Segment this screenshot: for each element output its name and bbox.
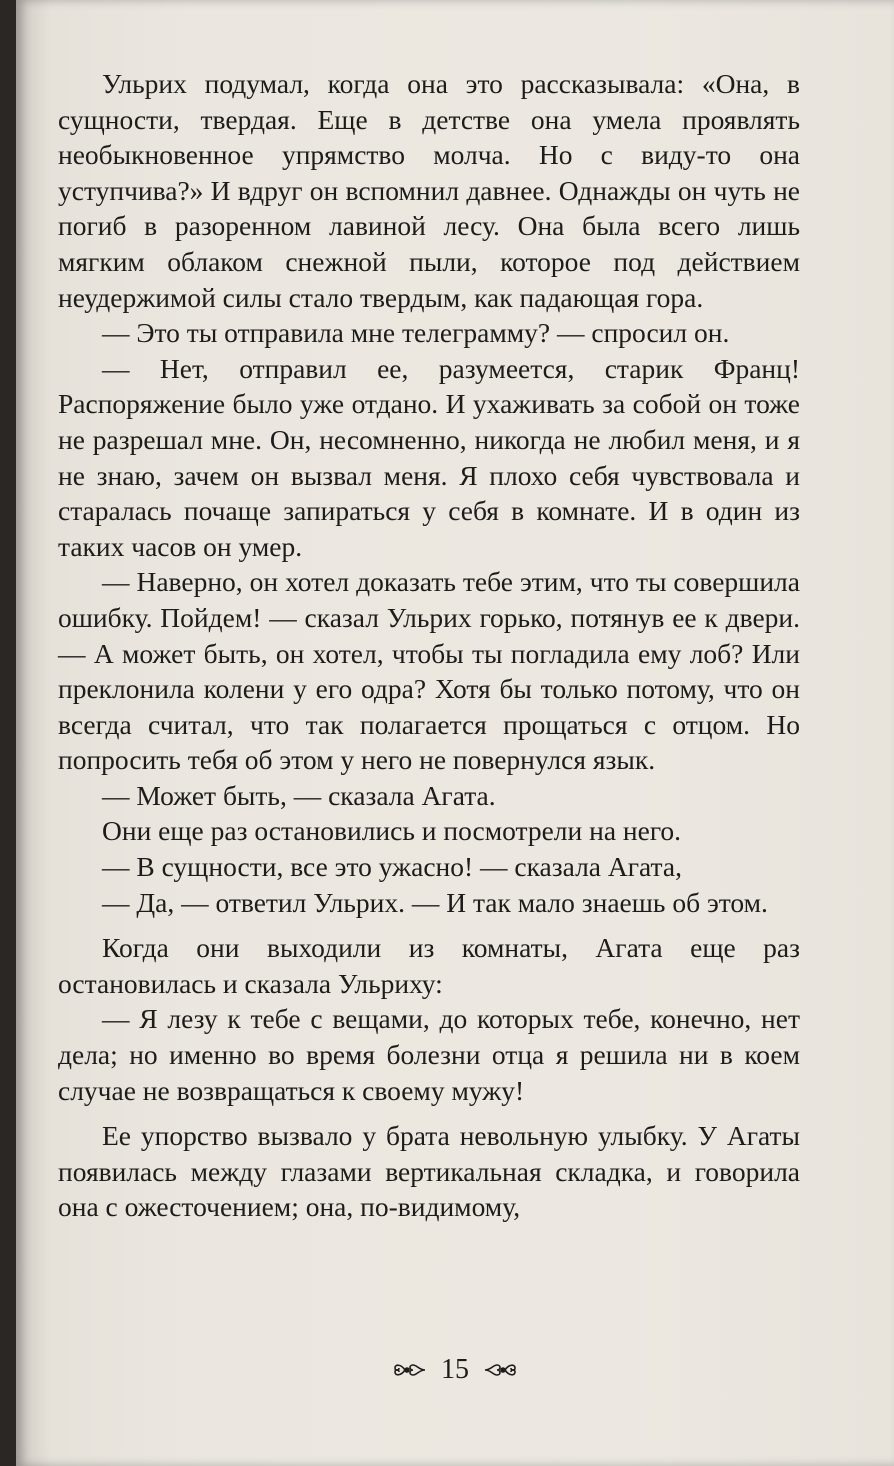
page-text [58, 66, 800, 1225]
paragraph-4: — Наверно, он хотел доказать тебе этим, что ты совершила ошибку. Пойдем! — сказал Ульрих горько, потянув ее к двери. — А может быть, он хотел, чтобы ты погладила ему лоб? Или преклонила колени у его одра? Хотя бы только потому, что он всегда считал, что так полагается прощаться с отцом. Но попросить тебя об этом у него не повернулся язык. [58, 566, 800, 776]
paragraph-10: — Я лезу к тебе с вещами, до которых тебе, конечно, нет дела; но именно во время болезни отца я решила ни в коем случае не возвращаться к своему мужу! [58, 1003, 800, 1106]
paragraph-8: — Да, — ответил Ульрих. — И так мало знаешь об этом. [102, 886, 768, 918]
page-number: 15 [441, 1354, 469, 1385]
left-ornament-icon [391, 1359, 427, 1381]
paragraph-3: — Нет, отправил ее, разумеется, старик Франц! Распоряжение было уже отдано. И ухаживать за собой он тоже не разрешал мне. Он, несомненно, никогда не любил меня, и я не знаю, зачем он вызвал меня. Я плохо себя чувствовала и старалась почаще запираться у себя в комнате. И в один из таких часов он умер. [58, 352, 800, 562]
paragraph-5: — Может быть, — сказала Агата. [102, 779, 496, 811]
paragraph-6: Они еще раз остановились и посмотрели на него. [102, 815, 682, 847]
paragraph-7: — В сущности, все это ужасно! — сказала Агата, [102, 851, 682, 883]
paragraph-11: Ее упорство вызвало у брата невольную улыбку. У Агаты появилась между глазами вертикальная складка, и говорила она с ожесточением; она, по-видимому, [58, 1120, 800, 1223]
paragraph-9: Когда они выходили из комнаты, Агата еще раз остановилась и сказала Ульриху: [58, 932, 800, 999]
paragraph-2: — Это ты отправила мне телеграмму? — спросил он. [102, 317, 730, 349]
right-ornament-icon [483, 1359, 519, 1381]
book-page [16, 0, 894, 1466]
page-footer [16, 1354, 894, 1386]
paragraph-1: Ульрих подумал, когда она это рассказывала: «Она, в сущности, твердая. Еще в детстве она умела проявлять необыкновенное упрямство молча. Но с виду-то она уступчива?» И вдруг он вспомнил давнее. Однажды он чуть не погиб в разоренном лавиной лесу. Она была всего лишь мягким облаком снежной пыли, которое под действием неудержимой силы стало твердым, как падающая гора. [58, 68, 800, 313]
